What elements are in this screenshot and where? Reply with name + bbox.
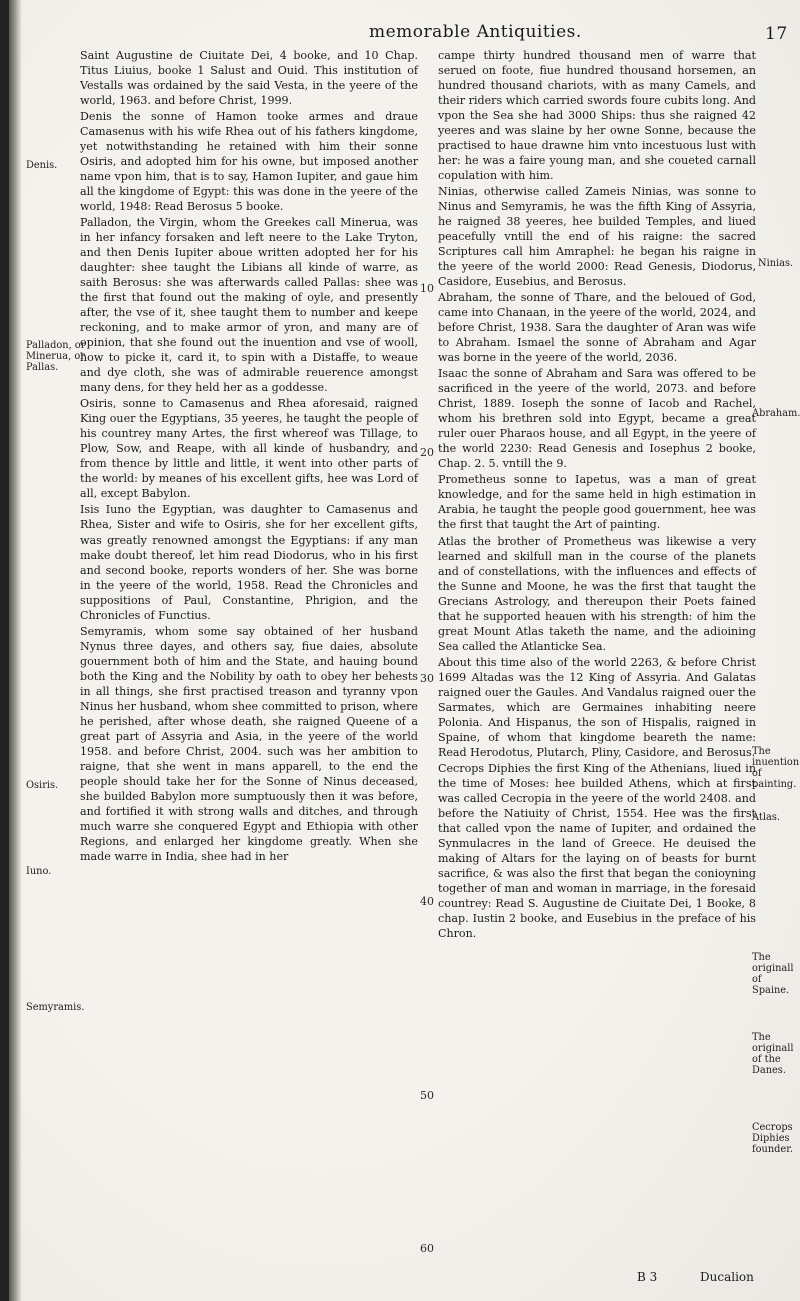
paragraph-isis: Isis Iuno the Egyptian, was daughter to Camasenus and Rhea, Sister and wife to Osiris, she for her excellent gifts, was greatly renowned amongst the Egyptians: if any man make doubt thereof, let him read Diodorus, who in his first and second booke, reports wonders of her. She was borne in the yeere of the world, 1958. Read the Chronicles and suppositions of Paul, Constantine, Phrigion, and the Chronicles of Functius. bbox=[80, 503, 418, 622]
line-number: 20 bbox=[420, 446, 434, 459]
paragraph-augustine: Saint Augustine de Ciuitate Dei, 4 booke, and 10 Chap. Titus Liuius, booke 1 Salust and Ouid. This institution of Vestalls was ordained by the said Vesta, in the yeere of the world, 1963. and before Christ, 1999. bbox=[80, 49, 418, 108]
margin-note-abraham: Abraham. bbox=[752, 408, 800, 419]
paragraph-campe: campe thirty hundred thousand men of warre that serued on foote, fiue hundred thousand horsemen, an hundred thousand chariots, with as many Camels, and their riders which carried swords foure cubits long. And vpon the Sea she had 3000 Ships: thus she raigned 42 yeeres and was slaine by her owne Sonne, because the practised to haue drawne him vnto incestuous lust with her: he was a faire young man, and she coueted carnall copulation with him. bbox=[438, 49, 756, 183]
margin-note-spaine: The originall of Spaine. bbox=[752, 952, 794, 996]
line-number: 10 bbox=[420, 282, 434, 295]
margin-note-osiris: Osiris. bbox=[26, 780, 59, 791]
running-head bbox=[355, 18, 788, 46]
line-number: 40 bbox=[420, 895, 434, 908]
margin-note-atlas: Atlas. bbox=[752, 812, 780, 823]
line-number: 50 bbox=[420, 1089, 434, 1102]
paragraph-abraham: Abraham, the sonne of Thare, and the beloued of God, came into Chanaan, in the yeere of the world, 2024, and before Christ, 1938. Sara the daughter of Aran was wife to Abraham. Ismael the sonne of Abraham and Agar was borne in the yeere of the world, 2036. bbox=[438, 291, 756, 365]
paragraph-prometheus: Prometheus sonne to Iapetus, was a man of great knowledge, and for the same held in high estimation in Arabia, he taught the people good gouernment, hee was the first that taught the Art of painting. bbox=[438, 473, 756, 532]
right-text-column bbox=[438, 48, 756, 942]
paragraph-denis: Denis the sonne of Hamon tooke armes and draue Camasenus with his wife Rhea out of his fathers kingdome, yet notwithstanding he retained with him their sonne Osiris, and adopted him for his owne, but imposed another name vpon him, that is to say, Hamon Iupiter, and gaue him all the kingdome of Egypt: this was done in the yeere of the world, 1948: Read Berosus 5 booke. bbox=[80, 110, 418, 214]
scan-edge bbox=[0, 0, 9, 1301]
line-number: 60 bbox=[420, 1242, 434, 1255]
paragraph-cecrops: Cecrops Diphies the first King of the Athenians, liued in the time of Moses: hee builded Athens, which at first was called Cecropia in the yeere of the world 2408. and before the Natiuity of Christ, 1554. Hee was the first that called vpon the name of Iupiter, and ordained the Synmulacres in the land of Greece. He deuised the making of Altars for the laying on of beasts for burnt sacrifice, & was also the first that began the conioyning together of man and woman in marriage, in the foresaid countrey: Read S. Augustine de Ciuitate Dei, 1 Booke, 8 chap. Iustin 2 booke, and Eusebius in the preface of his Chron. bbox=[438, 761, 756, 940]
margin-note-palladon: Palladon, or Minerua, or Pallas. bbox=[26, 340, 86, 373]
left-text-column bbox=[80, 48, 418, 865]
margin-note-denis: Denis. bbox=[26, 160, 58, 171]
paragraph-ninias: Ninias, otherwise called Zameis Ninias, was sonne to Ninus and Semyramis, he was the fifth King of Assyria, he raigned 38 yeeres, hee builded Temples, and liued peacefully vntill the end of his raigne: the sacred Scriptures call him Amraphel: he began his raigne in the yeere of the world 2000: Read Genesis, Diodorus, Casidore, Eusebius, and Berosus. bbox=[438, 185, 756, 289]
margin-note-semyramis: Semyramis. bbox=[26, 1002, 85, 1013]
margin-note-ninias: Ninias. bbox=[758, 258, 794, 269]
paragraph-isaac: Isaac the sonne of Abraham and Sara was offered to be sacrificed in the yeere of the world, 2073. and before Christ, 1889. Ioseph the sonne of Iacob and Rachel, whom his brethren sold into Egypt, became a great ruler ouer Pharaos house, and all Egypt, in the yeere of the world 2230: Read Genesis and Iosephus 2 booke, Chap. 2. 5. vntill the 9. bbox=[438, 367, 756, 471]
margin-note-danes: The originall of the Danes. bbox=[752, 1032, 794, 1076]
paragraph-osiris: Osiris, sonne to Camasenus and Rhea aforesaid, raigned King ouer the Egyptians, 35 yeeres, he taught the people of his countrey many Artes, the first whereof was Tillage, to Plow, Sow, and Reape, with all kinde of husbandry, and from thence by little and little, it went into other parts of the world: by meanes of his excellent gifts, hee was Lord of all, except Babylon. bbox=[80, 397, 418, 501]
running-title: memorable Antiquities. bbox=[369, 22, 582, 42]
signature-mark: B 3 bbox=[637, 1270, 658, 1284]
page-number: 17 bbox=[765, 24, 788, 44]
margin-note-painting: The inuention of painting. bbox=[752, 746, 800, 790]
line-number: 30 bbox=[420, 672, 434, 685]
margin-note-iuno: Iuno. bbox=[26, 866, 52, 877]
paragraph-semyramis: Semyramis, whom some say obtained of her husband Nynus three dayes, and others say, fiue daies, absolute gouernment both of him and the State, and hauing bound both the King and the Nobility by oath to obey her behests in all things, she first practised treason and tyranny vpon Ninus her husband, whom shee committed to prison, where he perished, after whose death, she raigned Queene of a great part of Assyria and Asia, in the yeere of the world 1958. and before Christ, 2004. such was her ambition to raigne, that she went in mans apparell, to the end the people should take her for the Sonne of Ninus deceased, she builded Babylon more sumptuously then it was before, and fortified it with strong walls and ditches, and through much warre she conquered Egypt and Ethiopia with other Regions, and enlarged her kingdome greatly. When she made warre in India, shee had in her bbox=[80, 624, 418, 863]
paragraph-altadas: About this time also of the world 2263, & before Christ 1699 Altadas was the 12 King of Assyria. And Galatas raigned ouer the Gaules. And Vandalus raigned ouer the Sarmates, which are Germaines inhabiting neere Polonia. And Hispanus, the son of Hispalis, raigned in Spaine, of whom that kingdome beareth the name: Read Herodotus, Plutarch, Pliny, Casidore, and Berosus. bbox=[438, 655, 756, 759]
paragraph-atlas: Atlas the brother of Prometheus was likewise a very learned and skilfull man in the course of the planets and of constellations, with the influences and effects of the Sunne and Moone, he was the first that taught the Grecians Astrology, and thereupon their Poets fained that he supported heauen with his strength: of him the great Mount Atlas taketh the name, and the adioining Sea called the Atlanticke Sea. bbox=[438, 534, 756, 653]
catchword: Ducalion bbox=[700, 1270, 754, 1284]
paragraph-palladon: Palladon, the Virgin, whom the Greekes call Minerua, was in her infancy forsaken and left neere to the Lake Tryton, and then Denis Iupiter aboue written adopted her for his daughter: shee taught the Libians all kinde of warre, as saith Berosus: she was afterwards called Pallas: shee was the first that found out the making of oyle, and presently after, the vse of it, shee taught them to number and keepe reckoning, and to make armor of yron, and many are of opinion, that she found out the inuention and vse of wooll, how to picke it, card it, to spin with a Distaffe, to weaue and dye cloth, she was of admirable reuerence amongst many dens, for they held her as a goddesse. bbox=[80, 216, 418, 395]
margin-note-cecrops: Cecrops Diphies founder. bbox=[752, 1122, 793, 1155]
